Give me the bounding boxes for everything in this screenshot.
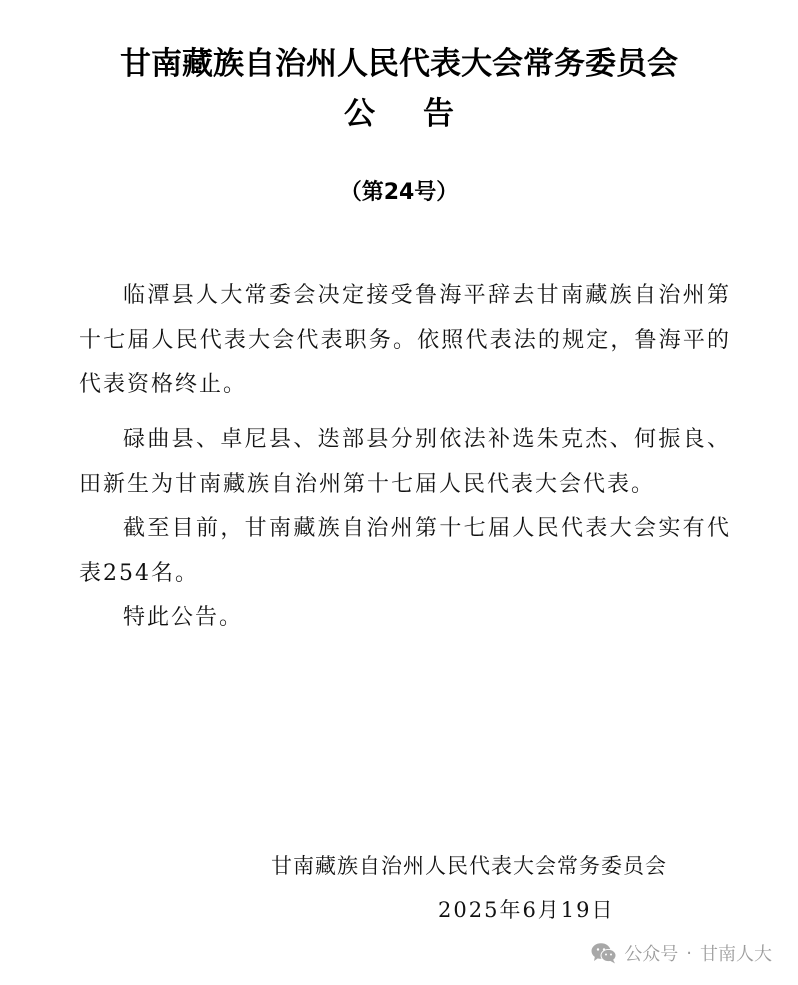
wechat-watermark	[590, 938, 772, 968]
body-paragraph-resignation: 临潭县人大常委会决定接受鲁海平辞去甘南藏族自治州第十七届人民代表大会代表职务。依照代表法的规定，鲁海平的代表资格终止。	[79, 283, 731, 397]
body-paragraph-by-election: 碌曲县、卓尼县、迭部县分别依法补选朱克杰、何振良、田新生为甘南藏族自治州第十七届人民代表大会代表。	[79, 427, 731, 497]
wechat-icon	[590, 941, 618, 965]
signature-date: 2025年6月19日	[438, 898, 615, 922]
signature-organization: 甘南藏族自治州人民代表大会常务委员会	[271, 854, 667, 878]
watermark-separator: ·	[686, 942, 692, 964]
document-number: （第24号）	[339, 180, 459, 205]
watermark-account: 甘南人大	[700, 944, 772, 965]
watermark-source: 公众号	[624, 944, 679, 965]
body-paragraph-closing: 特此公告。	[123, 605, 244, 630]
announcement-heading: 公告	[344, 96, 502, 132]
announcement-title: 甘南藏族自治州人民代表大会常务委员会	[120, 46, 678, 82]
body-paragraph-delegate-count: 截至目前，甘南藏族自治州第十七届人民代表大会实有代表254名。	[79, 516, 731, 586]
